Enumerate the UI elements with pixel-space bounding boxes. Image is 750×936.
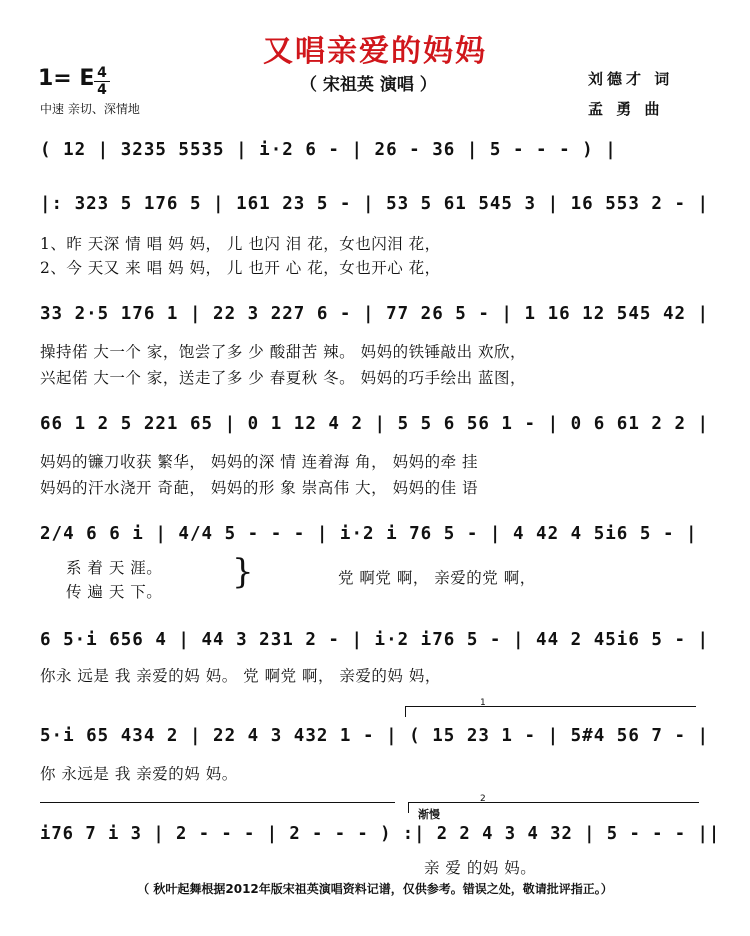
lyric-verse2-line1: 2、今 天又 来 唱 妈 妈， 儿 也开 心 花，女也开心 花， (40, 259, 441, 277)
tempo-marking: 中速 亲切、深情地 (40, 102, 140, 116)
volta-bracket-2 (408, 802, 699, 813)
volta-bracket-1 (405, 706, 696, 717)
key-signature: 1= E (38, 66, 95, 91)
lyricist-credit: 刘德才 词 (588, 70, 674, 88)
volta-number-2: 2 (480, 794, 486, 804)
performer-subtitle: （ 宋祖英 演唱 ） (300, 75, 437, 95)
lyric-verse1-line4: 系 着 天 涯。 (66, 559, 163, 577)
score-row-4: 66 1 2 5 221 65 | 0 1 12 4 2 | 5 5 6 56 1 - | 0 6 61 2 2 | (40, 414, 710, 434)
lyric-verse1-line2: 操持偌 大一个 家，饱尝了多 少 酸甜苦 辣。 妈妈的铁锤敲出 欢欣， (40, 343, 526, 361)
lyric-chorus-line1: 党 啊党 啊， 亲爱的党 啊， (338, 569, 536, 587)
score-row-2: |: 323 5 176 5 | 161 23 5 - | 53 5 61 545 3 | 16 553 2 - | (40, 194, 710, 214)
composer-credit: 孟 勇 曲 (588, 100, 664, 118)
volta-number-1: 1 (480, 698, 486, 708)
score-row-5: 2/4 6 6 i | 4/4 5 - - - | i·2 i 76 5 - | 4 42 4 5i6 5 - | (40, 524, 698, 544)
lyric-verse1-line3: 妈妈的镰刀收获 繁华， 妈妈的深 情 连着海 角， 妈妈的牵 挂 (40, 453, 478, 471)
score-row-8: i76 7 i 3 | 2 - - - | 2 - - - ) :| 2 2 4 3 4 32 | 5 - - - || (40, 824, 721, 844)
lyric-verse2-line2: 兴起偌 大一个 家，送走了多 少 春夏秋 冬。 妈妈的巧手绘出 蓝图， (40, 369, 526, 387)
time-denominator: 4 (97, 82, 107, 98)
ritardando-marking: 渐慢 (418, 808, 440, 821)
lyric-chorus-line2: 你永 远是 我 亲爱的妈 妈。 党 啊党 啊， 亲爱的妈 妈， (40, 667, 441, 685)
transcription-note: （ 秋叶起舞根据2012年版宋祖英演唱资料记谱，仅供参考。错误之处，敬请批评指正。） (137, 882, 613, 896)
time-numerator: 4 (97, 65, 107, 81)
lyric-verse1-line1: 1、昨 天深 情 唱 妈 妈， 儿 也闪 泪 花，女也闪泪 花， (40, 235, 441, 253)
score-row-7: 5·i 65 434 2 | 22 4 3 432 1 - | ( 15 23 1 - | 5#4 56 7 - | (40, 726, 710, 746)
lyric-verse2-line4: 传 遍 天 下。 (66, 583, 163, 601)
song-title: 又唱亲爱的妈妈 (263, 34, 487, 69)
score-row-1: ( 12 | 3235 5535 | i·2 6 - | 26 - 36 | 5 - - - ) | (40, 140, 617, 160)
lyric-chorus-line3: 你 永远是 我 亲爱的妈 妈。 (40, 765, 238, 783)
time-signature (94, 66, 110, 97)
lyric-brace: } (232, 552, 254, 592)
score-row-6: 6 5·i 656 4 | 44 3 231 2 - | i·2 i76 5 - | 44 2 45i6 5 - | (40, 630, 710, 650)
lyric-ending: 亲 爱 的妈 妈。 (424, 859, 537, 877)
lyric-verse2-line3: 妈妈的汗水浇开 奇葩， 妈妈的形 象 崇高伟 大， 妈妈的佳 语 (40, 479, 478, 497)
ending-bracket-top (40, 802, 395, 813)
score-row-3: 33 2·5 176 1 | 22 3 227 6 - | 77 26 5 - | 1 16 12 545 42 | (40, 304, 710, 324)
